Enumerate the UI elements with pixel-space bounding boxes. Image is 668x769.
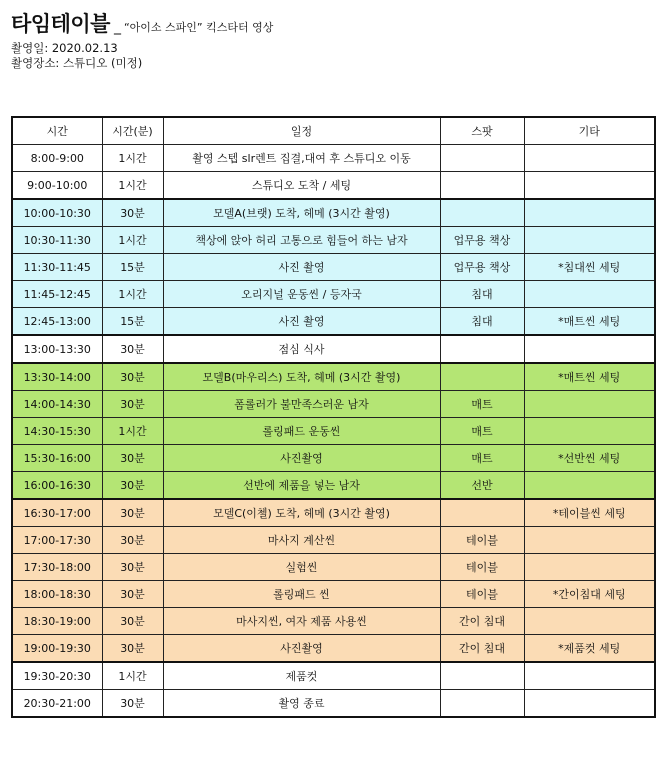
cell-etc: *선반씬 세팅 (524, 445, 655, 472)
cell-schedule: 선반에 제품을 넣는 남자 (163, 472, 440, 500)
cell-spot: 매트 (440, 418, 524, 445)
cell-time: 20:30-21:00 (12, 690, 102, 718)
cell-schedule: 스튜디오 도착 / 세팅 (163, 172, 440, 200)
cell-etc: *간이침대 세팅 (524, 581, 655, 608)
cell-schedule: 실험씬 (163, 554, 440, 581)
cell-spot: 업무용 책상 (440, 254, 524, 281)
document-header (11, 14, 273, 71)
cell-schedule: 사진 촬영 (163, 308, 440, 336)
col-header-time: 시간 (12, 117, 102, 145)
cell-schedule: 제품컷 (163, 662, 440, 690)
cell-time: 12:45-13:00 (12, 308, 102, 336)
cell-duration: 30분 (102, 608, 163, 635)
cell-duration: 1시간 (102, 227, 163, 254)
cell-spot: 매트 (440, 391, 524, 418)
cell-etc (524, 418, 655, 445)
cell-spot: 테이블 (440, 581, 524, 608)
cell-time: 19:00-19:30 (12, 635, 102, 663)
table-row (12, 608, 655, 635)
cell-duration: 30분 (102, 581, 163, 608)
cell-spot: 테이블 (440, 527, 524, 554)
cell-duration: 30분 (102, 472, 163, 500)
table-row (12, 172, 655, 200)
table-row (12, 472, 655, 500)
table-row (12, 499, 655, 527)
cell-duration: 1시간 (102, 172, 163, 200)
cell-etc (524, 227, 655, 254)
cell-etc (524, 281, 655, 308)
cell-schedule: 모델B(마우리스) 도착, 헤메 (3시간 촬영) (163, 363, 440, 391)
cell-spot (440, 662, 524, 690)
table-row (12, 227, 655, 254)
table-row (12, 418, 655, 445)
table-row (12, 391, 655, 418)
schedule-table (11, 116, 656, 718)
cell-time: 11:30-11:45 (12, 254, 102, 281)
cell-time: 13:30-14:00 (12, 363, 102, 391)
page-title: 타임테이블 (11, 12, 110, 36)
cell-schedule: 사진 촬영 (163, 254, 440, 281)
cell-spot: 선반 (440, 472, 524, 500)
cell-schedule: 촬영 스텝 slr렌트 집결,대여 후 스튜디오 이동 (163, 145, 440, 172)
cell-etc (524, 527, 655, 554)
table-row (12, 335, 655, 363)
cell-spot (440, 499, 524, 527)
cell-time: 17:30-18:00 (12, 554, 102, 581)
col-header-etc: 기타 (524, 117, 655, 145)
cell-schedule: 롤링패드 씬 (163, 581, 440, 608)
schedule-body (12, 145, 655, 718)
cell-duration: 30분 (102, 445, 163, 472)
shoot-location: 촬영장소: 스튜디오 (미정) (11, 56, 143, 70)
cell-schedule: 폼롤러가 불만족스러운 남자 (163, 391, 440, 418)
cell-spot (440, 363, 524, 391)
table-header-row (12, 117, 655, 145)
cell-duration: 15분 (102, 308, 163, 336)
shoot-date: 촬영일: 2020.02.13 (11, 41, 118, 55)
cell-time: 18:00-18:30 (12, 581, 102, 608)
page-subtitle: “아이소 스파인” 킥스타터 영상 (123, 21, 274, 34)
cell-spot: 테이블 (440, 554, 524, 581)
cell-schedule: 촬영 종료 (163, 690, 440, 718)
cell-duration: 1시간 (102, 418, 163, 445)
cell-schedule: 점심 식사 (163, 335, 440, 363)
cell-time: 10:30-11:30 (12, 227, 102, 254)
cell-time: 14:00-14:30 (12, 391, 102, 418)
cell-etc (524, 690, 655, 718)
cell-spot (440, 172, 524, 200)
cell-spot (440, 145, 524, 172)
col-header-schedule: 일정 (163, 117, 440, 145)
table-row (12, 527, 655, 554)
cell-spot: 매트 (440, 445, 524, 472)
cell-schedule: 오리지널 운동씬 / 등자국 (163, 281, 440, 308)
cell-spot: 침대 (440, 281, 524, 308)
cell-etc (524, 391, 655, 418)
cell-schedule: 사진촬영 (163, 445, 440, 472)
cell-duration: 30분 (102, 363, 163, 391)
cell-duration: 1시간 (102, 145, 163, 172)
cell-schedule: 마사지 계산씬 (163, 527, 440, 554)
cell-time: 17:00-17:30 (12, 527, 102, 554)
cell-time: 16:30-17:00 (12, 499, 102, 527)
col-header-spot: 스팟 (440, 117, 524, 145)
cell-time: 13:00-13:30 (12, 335, 102, 363)
col-header-duration: 시간(분) (102, 117, 163, 145)
cell-time: 15:30-16:00 (12, 445, 102, 472)
cell-duration: 30분 (102, 391, 163, 418)
cell-duration: 30분 (102, 199, 163, 227)
cell-spot (440, 199, 524, 227)
cell-schedule: 책상에 앉아 허리 고통으로 힘들어 하는 남자 (163, 227, 440, 254)
table-row (12, 662, 655, 690)
cell-time: 8:00-9:00 (12, 145, 102, 172)
cell-etc (524, 662, 655, 690)
cell-time: 19:30-20:30 (12, 662, 102, 690)
cell-time: 18:30-19:00 (12, 608, 102, 635)
cell-etc (524, 472, 655, 500)
cell-spot (440, 335, 524, 363)
cell-etc (524, 172, 655, 200)
cell-time: 14:30-15:30 (12, 418, 102, 445)
table-row (12, 254, 655, 281)
cell-etc (524, 554, 655, 581)
cell-time: 10:00-10:30 (12, 199, 102, 227)
cell-etc: *매트씬 세팅 (524, 363, 655, 391)
cell-spot: 간이 침대 (440, 608, 524, 635)
table-row (12, 281, 655, 308)
cell-time: 11:45-12:45 (12, 281, 102, 308)
cell-duration: 30분 (102, 335, 163, 363)
cell-etc (524, 145, 655, 172)
cell-schedule: 모델C(이첼) 도착, 헤메 (3시간 촬영) (163, 499, 440, 527)
table-row (12, 145, 655, 172)
cell-duration: 30분 (102, 527, 163, 554)
cell-schedule: 모델A(브랫) 도착, 헤메 (3시간 촬영) (163, 199, 440, 227)
cell-duration: 30분 (102, 635, 163, 663)
cell-etc: *침대씬 세팅 (524, 254, 655, 281)
cell-duration: 1시간 (102, 281, 163, 308)
table-row (12, 554, 655, 581)
cell-spot: 간이 침대 (440, 635, 524, 663)
table-row (12, 199, 655, 227)
cell-etc: *매트씬 세팅 (524, 308, 655, 336)
table-row (12, 690, 655, 718)
cell-spot (440, 690, 524, 718)
table-row (12, 635, 655, 663)
cell-etc (524, 335, 655, 363)
title-separator: _ (113, 19, 121, 35)
table-row (12, 363, 655, 391)
cell-time: 16:00-16:30 (12, 472, 102, 500)
title-line (11, 14, 273, 35)
cell-etc (524, 199, 655, 227)
cell-duration: 30분 (102, 554, 163, 581)
cell-duration: 30분 (102, 499, 163, 527)
cell-schedule: 사진촬영 (163, 635, 440, 663)
cell-etc (524, 608, 655, 635)
cell-etc: *제품컷 세팅 (524, 635, 655, 663)
cell-duration: 1시간 (102, 662, 163, 690)
cell-duration: 15분 (102, 254, 163, 281)
table-row (12, 308, 655, 336)
table-row (12, 445, 655, 472)
cell-spot: 업무용 책상 (440, 227, 524, 254)
cell-time: 9:00-10:00 (12, 172, 102, 200)
meta-block (11, 41, 273, 71)
cell-etc: *테이블씬 세팅 (524, 499, 655, 527)
cell-schedule: 롤링패드 운동씬 (163, 418, 440, 445)
cell-spot: 침대 (440, 308, 524, 336)
cell-schedule: 마사지씬, 여자 제품 사용씬 (163, 608, 440, 635)
table-row (12, 581, 655, 608)
cell-duration: 30분 (102, 690, 163, 718)
